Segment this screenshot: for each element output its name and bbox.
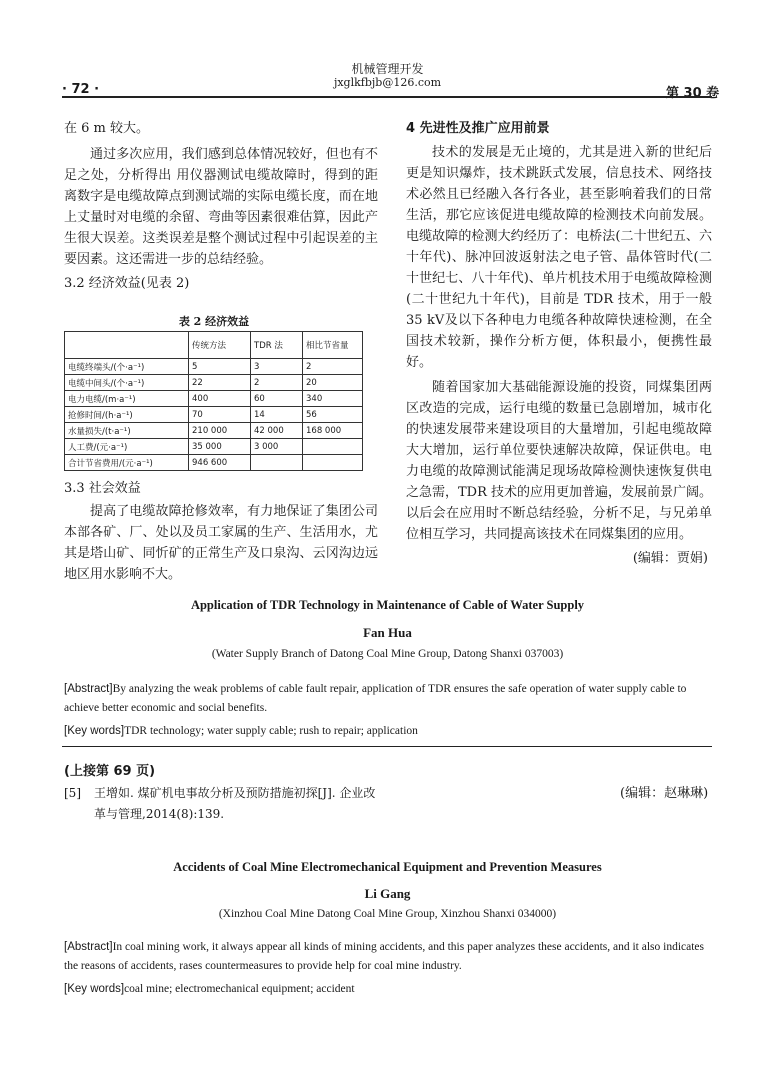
table-cell: 合计节省费用/(元·a⁻¹) [65, 455, 189, 471]
table-row [65, 439, 363, 455]
right-paragraph-2: 随着国家加大基础能源设施的投资，同煤集团两区改造的完成，运行电缆的数量已急剧增加，城市化的快速发展带来建设项目的大量增加，引起电缆故障大大增加，运行单位要快速解决故障，保证供电。电力电缆的故障测试能满足现场故障检测快速恢复供电之急需，TDR 技术的应用更加普遍，发展前景广阔。以后会在应用时不断总结经验，分析不足，与兄弟单位相互学习，共同提高该技术在同煤集团的应用。 [406, 380, 713, 542]
left-paragraph-3: 提高了电缆故障抢修效率，有力地保证了集团公司本部各矿、厂、处以及员工家属的生产、生活用水，尤其是塔山矿、同忻矿的正常生产及口泉沟、云冈沟边远地区用水影响不大。 [64, 504, 378, 582]
table-cell: 60 [251, 391, 303, 407]
table-cell [251, 455, 303, 471]
table-header-cell: TDR 法 [251, 332, 303, 359]
left-paragraph-1: 在 6 m 较大。 [64, 121, 149, 136]
english-abstract-2 [64, 938, 712, 999]
table-cell: 56 [303, 407, 363, 423]
keywords-tag: [Key words] [64, 725, 125, 737]
table-cell: 电力电缆/(m·a⁻¹) [65, 391, 189, 407]
right-column [406, 118, 712, 569]
english-title-1: Application of TDR Technology in Maintenance of Cable of Water Supply [190, 598, 585, 612]
english-affiliation-1: (Water Supply Branch of Datong Coal Mine Group, Datong Shanxi 037003) [211, 648, 564, 660]
journal-email: jxglkfbjb@126.com [333, 76, 442, 89]
volume-label: 第 30 卷 [666, 86, 720, 101]
reference-text-1: 王增如. 煤矿机电事故分析及预防措施初探[J]. 企业改 [94, 786, 376, 800]
table-cell: 946 600 [189, 455, 251, 471]
table-row [65, 375, 363, 391]
keywords-text: coal mine; electromechanical equipment; accident [124, 983, 355, 995]
table-cell [303, 455, 363, 471]
keywords-text: TDR technology; water supply cable; rush to repair; application [124, 725, 418, 737]
table-row [65, 359, 363, 375]
table-cell: 抢修时间/(h·a⁻¹) [65, 407, 189, 423]
table-cell: 70 [189, 407, 251, 423]
journal-name: 机械管理开发 [351, 62, 424, 76]
english-author-2: Li Gang [364, 886, 411, 901]
table-caption: 表 2 经济效益 [178, 315, 250, 328]
economic-benefit-table [64, 331, 363, 471]
editor-note-2: (编辑：赵琳琳) [620, 786, 709, 801]
economic-table [64, 331, 363, 471]
abstract-text: By analyzing the weak problems of cable fault repair, application of TDR ensures the safe operation of water supply cable to achieve better economic and social benefits. [64, 683, 687, 714]
table-cell: 3 [251, 359, 303, 375]
table-row [65, 407, 363, 423]
table-cell: 35 000 [189, 439, 251, 455]
reference-number: [5] [64, 786, 81, 800]
english-affiliation-2: (Xinzhou Coal Mine Datong Coal Mine Group, Xinzhou Shanxi 034000) [218, 908, 557, 920]
table-cell: 电缆终端头/(个·a⁻¹) [65, 359, 189, 375]
reference-line-2: 革与管理,2014(8):139. [94, 807, 225, 821]
table-cell: 2 [251, 375, 303, 391]
table-cell [303, 439, 363, 455]
table-cell: 22 [189, 375, 251, 391]
table-row [65, 391, 363, 407]
table-header-cell: 相比节省量 [303, 332, 363, 359]
section-3-3-heading: 3.3 社会效益 [64, 481, 141, 496]
left-column-lower [64, 478, 378, 585]
table-cell: 2 [303, 359, 363, 375]
section-divider [62, 746, 712, 747]
right-paragraph-1: 技术的发展是无止境的，尤其是进入新的世纪后更是知识爆炸，技术跳跃式发展，信息技术、网络技术必然且已经融入各行各业，甚至影响着我们的日常生活，那它应该促进电缆故障的检测技术向前发展。电缆故障的检测大约经历了：电桥法(二十世纪五、六十年代)、脉冲回波返射法之电子管、晶体管时代(二十世纪七、八十年代)、单片机技术用于电缆故障检测(二十世纪九十年代)，目前是 TDR 技术，用于一般 35 kV及以下各种电力电缆各种故障快速检测，在全国技术较新，操作分析方便，体积最小，便携性最好。 [406, 145, 712, 370]
editor-note: (编辑：贾娟) [632, 551, 708, 566]
abstract-tag: [Abstract] [64, 941, 113, 953]
table-cell: 340 [303, 391, 363, 407]
table-cell: 3 000 [251, 439, 303, 455]
keywords-tag: [Key words] [64, 983, 125, 995]
table-cell: 168 000 [303, 423, 363, 439]
table-cell: 400 [189, 391, 251, 407]
english-abstract-1 [64, 680, 712, 741]
table-cell: 20 [303, 375, 363, 391]
reference-line-1 [64, 783, 394, 804]
keywords-paragraph [64, 980, 712, 999]
table-cell: 42 000 [251, 423, 303, 439]
table-row-total [65, 455, 363, 471]
left-paragraph-2: 通过多次应用，我们感到总体情况较好，但也有不足之处，分析得出 用仪器测试电缆故障时，得到的距离数字是电缆故障点到测试端的实际电缆长度，而在地上丈量时对电缆的余留、弯曲等因素很难估算，因此产生很大误差。这类误差是整个测试过程中引起误差的主要因素。这还需进一步的总结经验。 [64, 147, 378, 267]
english-author-1: Fan Hua [363, 625, 412, 640]
abstract-paragraph [64, 680, 712, 718]
table-cell: 5 [189, 359, 251, 375]
page-number: · 72 · [62, 82, 100, 97]
table-row [65, 423, 363, 439]
section-3-2-heading: 3.2 经济效益(见表 2) [64, 276, 190, 291]
table-cell: 210 000 [189, 423, 251, 439]
table-cell: 水量损失/(t·a⁻¹) [65, 423, 189, 439]
table-header-cell [65, 332, 189, 359]
abstract-paragraph [64, 938, 712, 976]
abstract-tag: [Abstract] [64, 683, 113, 695]
reference-entry [64, 783, 394, 825]
running-header [0, 62, 775, 90]
keywords-paragraph [64, 722, 712, 741]
table-header-row [65, 332, 363, 359]
table-cell: 电缆中间头/(个·a⁻¹) [65, 375, 189, 391]
section-4-heading: 4 先进性及推广应用前景 [406, 121, 550, 136]
header-rule [62, 96, 712, 98]
continued-label: (上接第 69 页) [64, 764, 156, 779]
table-cell: 人工费/(元·a⁻¹) [65, 439, 189, 455]
abstract-text: In coal mining work, it always appear all kinds of mining accidents, and this paper analyzes these accidents, and it also indicates the reasons of accidents, rases countermeasures to provide help for coal mine industry. [64, 941, 705, 972]
english-title-2: Accidents of Coal Mine Electromechanical Equipment and Prevention Measures [173, 860, 602, 874]
table-header-cell: 传统方法 [189, 332, 251, 359]
left-column [64, 118, 378, 294]
table-cell: 14 [251, 407, 303, 423]
